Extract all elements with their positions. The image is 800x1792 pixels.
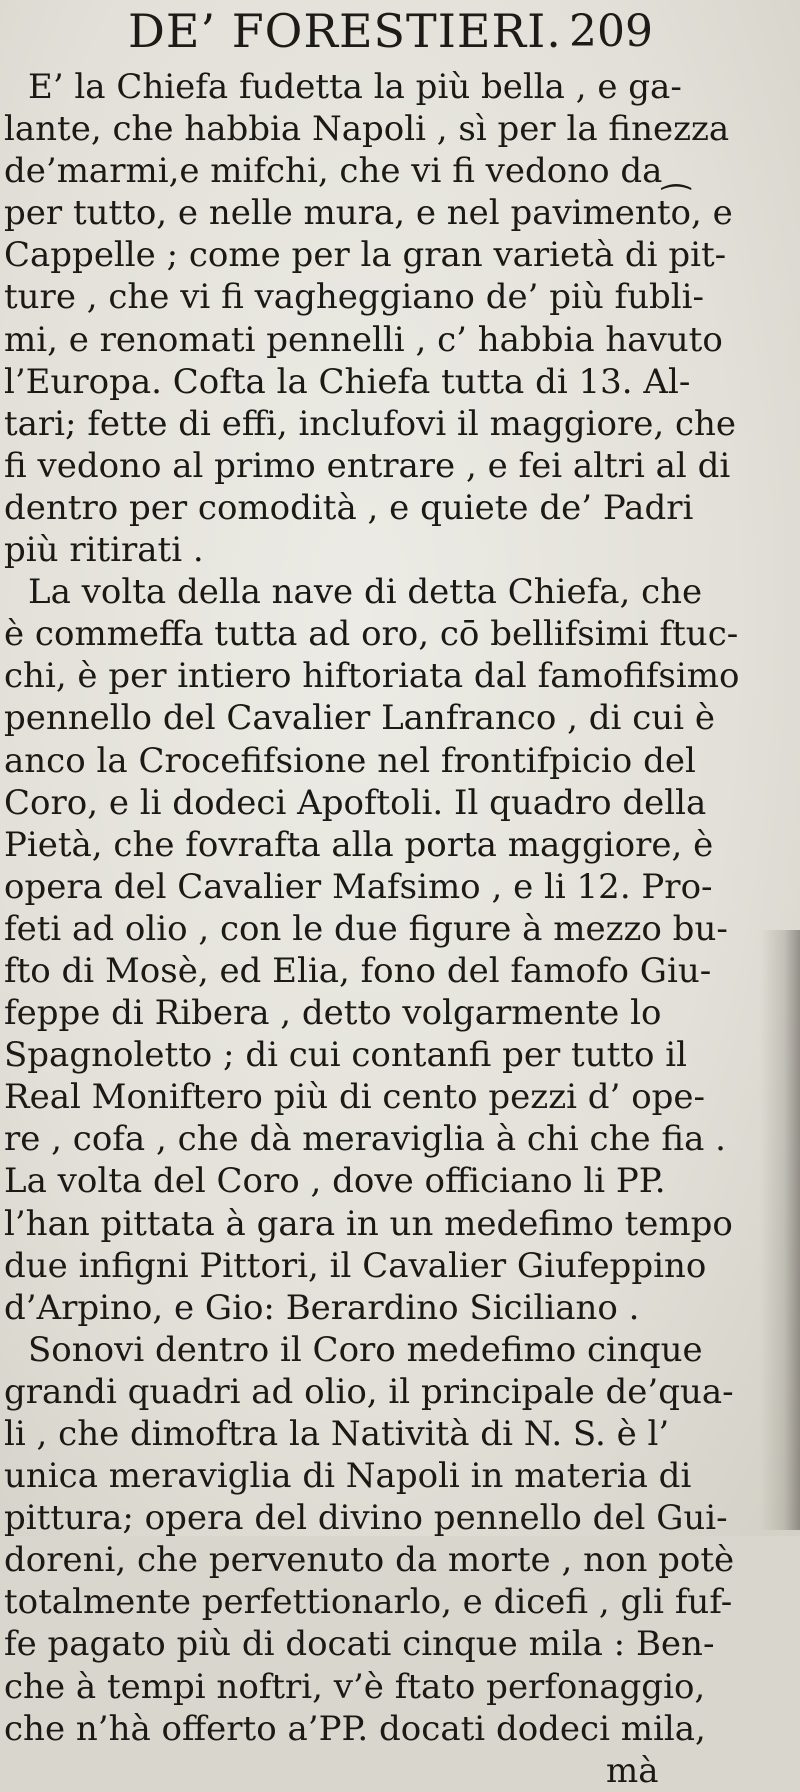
body-text [0, 66, 800, 1792]
text-line: l’Europa. Cofta la Chiefa tutta di 13. Al- [4, 361, 691, 402]
running-head: DE’ FORESTIERI. [128, 4, 562, 58]
text-line: che à tempi noftri, v’è ftato perfonaggio, [4, 1666, 706, 1707]
text-line: lante, che habbia Napoli , sì per la finezza [4, 109, 730, 150]
text-line: fi vedono al primo entrare , e fei altri al di [4, 445, 731, 486]
text-line: totalmente perfettionarlo, e dicefi , gli fuf- [4, 1582, 733, 1623]
text-line: La volta del Coro , dove officiano li PP. [4, 1161, 666, 1202]
text-line: ture , che vi fi vagheggiano de’ più fubli- [4, 277, 705, 318]
text-line: è commeffa tutta ad oro, cō bellifsimi ftuc- [4, 614, 739, 655]
page-number: 209 [569, 6, 653, 57]
text-line: l’han pittata à gara in un medefimo tempo [4, 1203, 733, 1244]
text-line: dentro per comodità , e quiete de’ Padri [4, 487, 694, 528]
text-line: de’marmi,e mifchi, che vi fi vedono da⁔ [4, 151, 690, 192]
text-line: mi, e renomati pennelli , c’ habbia havuto [4, 319, 723, 360]
text-line: chi, è per intiero hiftoriata dal famofifsimo [4, 656, 740, 697]
text-line: grandi quadri ad olio, il principale de’qua- [4, 1371, 734, 1412]
text-line: Cappelle ; come per la gran varietà di pit- [4, 235, 727, 276]
text-line: feti ad olio , con le due figure à mezzo bu- [4, 908, 728, 949]
text-line: fe pagato più di docati cinque mila : Ben- [4, 1624, 715, 1665]
text-line: Pietà, che fovrafta alla porta maggiore, è [4, 824, 714, 865]
text-line: unica meraviglia di Napoli in materia di [4, 1456, 692, 1497]
page-header [0, 4, 800, 64]
text-line: feppe di Ribera , detto volgarmente lo [4, 993, 662, 1034]
text-line: fto di Mosè, ed Elia, fono del famofo Giu- [4, 950, 712, 991]
page-edge-shadow [760, 930, 800, 1530]
text-line: E’ la Chiefa fudetta la più bella , e ga- [28, 67, 682, 107]
text-line: per tutto, e nelle mura, e nel pavimento, e [4, 193, 733, 234]
text-line: Real Moniftero più di cento pezzi d’ ope- [4, 1077, 706, 1118]
text-line: due infigni Pittori, il Cavalier Giufeppino [4, 1245, 707, 1286]
catchword: mà [606, 1750, 659, 1791]
text-line: pennello del Cavalier Lanfranco , di cui è [4, 698, 715, 739]
text-line: anco la Crocefifsione nel frontifpicio del [4, 740, 696, 781]
text-line: tari; fette di effi, inclufovi il maggiore, che [4, 403, 737, 444]
text-line: Sonovi dentro il Coro medefimo cinque [28, 1329, 703, 1370]
text-line: Coro, e li dodeci Apoftoli. Il quadro della [4, 782, 707, 823]
text-line: La volta della nave di detta Chiefa, che [28, 572, 703, 613]
text-line: re , cofa , che dà meraviglia à chi che fia . [4, 1119, 726, 1160]
text-line: più ritirati . [4, 530, 204, 571]
text-line: doreni, che pervenuto da morte , non potè [4, 1540, 735, 1581]
text-line: li , che dimoftra la Natività di N. S. è l’ [4, 1414, 670, 1454]
text-line: Spagnoletto ; di cui contanfi per tutto il [4, 1035, 687, 1076]
text-line: pittura; opera del divino pennello del Gui- [4, 1498, 728, 1539]
text-line: che n’hà offerto a’PP. docati dodeci mila, [4, 1708, 706, 1749]
text-line: d’Arpino, e Gio: Berardino Siciliano . [4, 1287, 640, 1328]
text-line: opera del Cavalier Mafsimo , e li 12. Pro- [4, 866, 713, 907]
